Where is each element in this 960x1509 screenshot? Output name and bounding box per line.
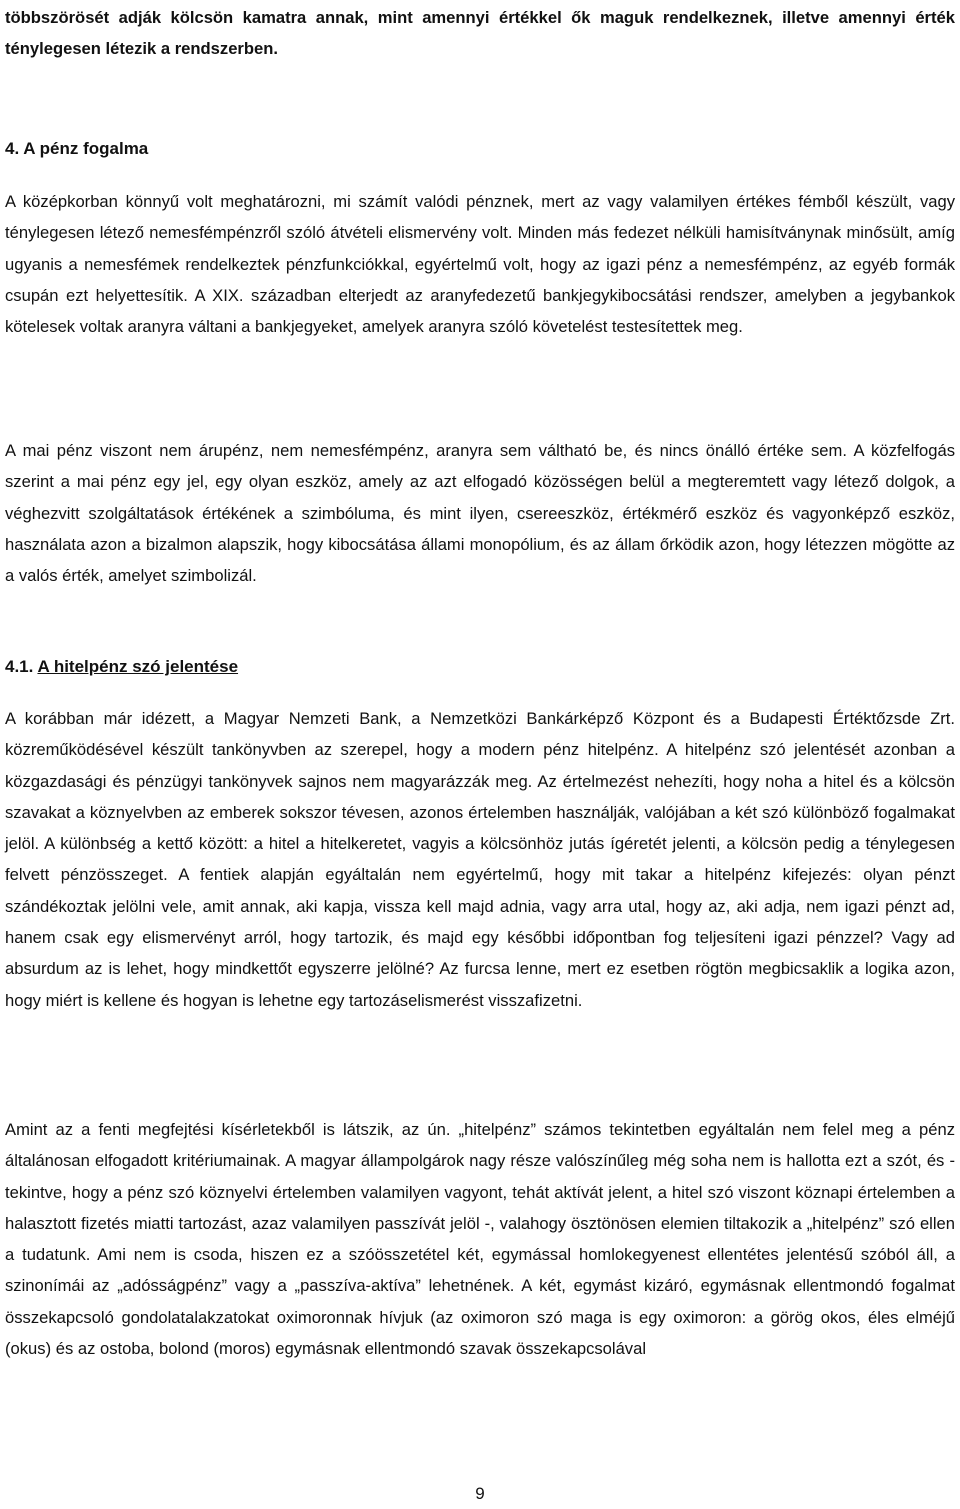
paragraph-oxymoron: Amint az a fenti megfejtési kísérletekből is látszik, az ún. „hitelpénz” számos tekintetben egyáltalán nem felel meg a pénz általánosan elfogadott kritériumainak. A magyar állampolgárok nagy része valószínűleg még soha nem is hallotta ezt a szót, és - tekintve, hogy a pénz szó köznyelvi értelemben valamilyen vagyont, tehát aktívát jelent, a hitel szó viszont köznapi értelemben a halasztott fizetés miatti tartozást, azaz valamilyen passzívát jelöl -, valahogy ösztönösen elemien tiltakozik a „hitelpénz” szó ellen a tudatunk. Ami nem is csoda, hiszen ez a szóösszetétel két, egymással homlokegyenest ellentétes jelentésű szóból áll, a szinonímái az „adósságpénz” vagy a „passzíva-aktíva” lehetnének. A két, egymást kizáró, egymásnak ellentmondó fogalmat összekapcsoló gondolatalakzatokat oximoronnak hívjuk (az oximoron szó maga is egy oximoron: a görög okos, éles elméjű (okus) és az ostoba, bolond (moros) egymásnak ellentmondó szavak összekapcsolával [5, 1120, 955, 1359]
page-number: 9 [475, 1484, 485, 1503]
heading-number: 4.1. [5, 657, 34, 676]
section-heading-4-1 [5, 651, 238, 682]
paragraph-credit-money-meaning: A korábban már idézett, a Magyar Nemzeti Bank, a Nemzetközi Bankárképző Központ és a Budapesti Értéktőzsde Zrt. közreműködésével készült tankönyvben az szerepel, hogy a modern pénz hitelpénz. A hitelpénz szó jelentését azonban a közgazdasági és pénzügyi tankönyvek sajnos nem magyarázzák meg. Az értelmezést nehezíti, hogy noha a hitel és a kölcsön szavakat a köznyelvben az emberek sokszor tévesen, azonos értelemben használják, valójában a két szó különböző fogalmakat jelöl. A különbség a kettő között: a hitel a hitelkeretet, vagyis a kölcsönhöz jutás ígéretét jelenti, a kölcsön pedig a ténylegesen felvett pénzösszeget. A fentiek alapján egyáltalán nem egyértelmű, hogy mit takar a hitelpénz kifejezés: olyan pénzt szándékoztak jelölni vele, amit annak, aki kapja, vissza kell majd adnia, vagy arra utal, hogy az, aki adja, nem igazi pénzt ad, hanem csak egy elismervényt arról, hogy tartozik, és majd egy későbbi időpontban fog teljesíteni igazi pénzzel? Vagy ad absurdum az is lehet, hogy mindkettőt egyszerre jelölné? Az furcsa lenne, mert ez esetben rögtön megbicsaklik a logika azon, hogy miért is kellene és hogyan is lehetne egy tartozáselismerést visszafizetni. [5, 709, 955, 1010]
paragraph-modern-money: A mai pénz viszont nem árupénz, nem nemesfémpénz, aranyra sem váltható be, és nincs önálló értéke sem. A közfelfogás szerint a mai pénz egy jel, egy olyan eszköz, amely az azt elfogadó közösségen belül a megteremtett vagy létező dolgok, a véghezvitt szolgáltatások értékének a szimbóluma, és mint ilyen, csereeszköz, értékmérő eszköz és vagyonképző eszköz, használata azon a bizalmon alapszik, hogy kibocsátása állami monopólium, és az állam őrködik azon, hogy létezzen mögötte az a valós érték, amelyet szimbolizál. [5, 441, 955, 586]
heading-title: A hitelpénz szó jelentése [37, 657, 239, 676]
paragraph-continuation: többszörösét adják kölcsön kamatra annak, mint amennyi értékkel ők maguk rendelkeznek, illetve amennyi érték ténylegesen létezik a rendszerben. [5, 8, 955, 59]
section-heading-4: 4. A pénz fogalma [5, 139, 149, 158]
paragraph-medieval-money: A középkorban könnyű volt meghatározni, mi számít valódi pénznek, mert az vagy valamilyen értékes fémből készült, vagy ténylegesen létező nemesfémpénzről szóló átvételi elismervény volt. Minden más fedezet nélküli hamisítványnak minősült, amíg ugyanis a nemesfémek rendelkeztek pénzfunkciókkal, egyértelmű volt, hogy az igazi pénz a nemesfémpénz, az egyéb formák csupán ezt helyettesítik. A XIX. században elterjedt az aranyfedezetű bankjegykibocsátási rendszer, amelyben a jegybankok kötelesek voltak aranyra váltani a bankjegyeket, amelyek aranyra szóló követelést testesítettek meg. [5, 192, 955, 337]
